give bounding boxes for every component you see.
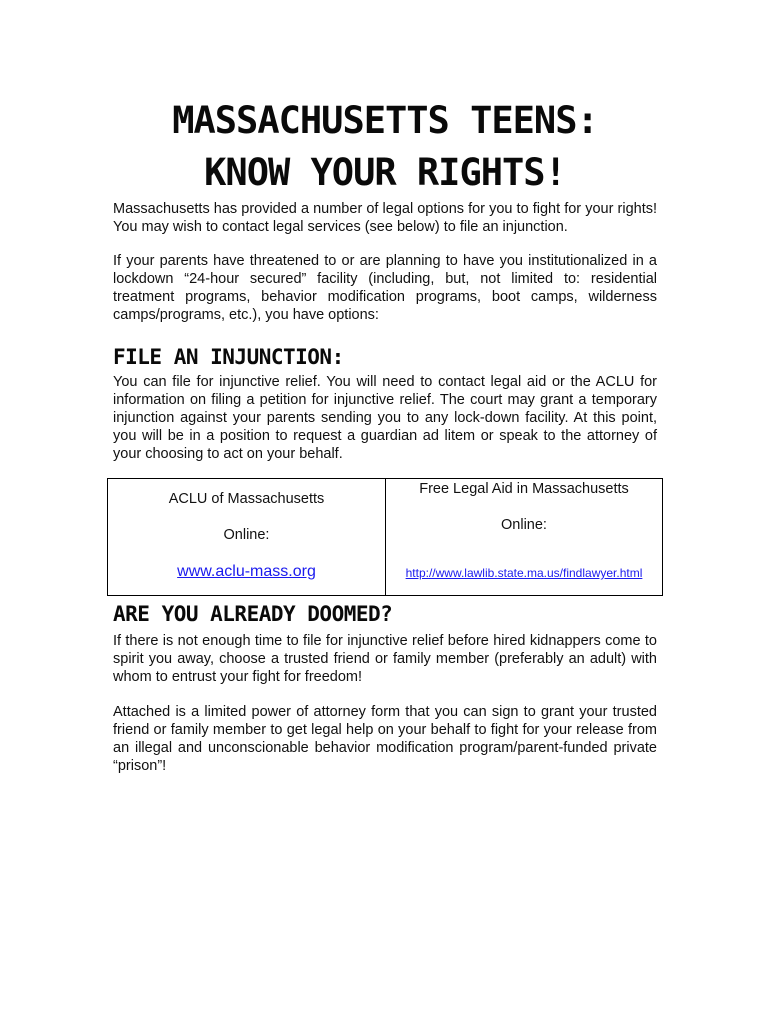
intro-paragraph-1: Massachusetts has provided a number of legal options for you to fight for your rights! You may wish to contact legal services (see below) to file an injunction. bbox=[113, 201, 657, 235]
aclu-online-label: Online: bbox=[223, 527, 270, 543]
aclu-website-link[interactable]: www.aclu-mass.org bbox=[177, 563, 316, 580]
legal-aid-website-link[interactable]: http://www.lawlib.state.ma.us/findlawyer.html bbox=[405, 566, 643, 580]
contacts-table bbox=[107, 478, 663, 596]
legal-aid-name: Free Legal Aid in Massachusetts bbox=[419, 481, 629, 497]
legal-aid-online-label: Online: bbox=[501, 517, 547, 533]
injunction-paragraph: You can file for injunctive relief. You will need to contact legal aid or the ACLU for information on filing a petition for injunctive relief. The court may grant a temporary injunction against your parents sending you to any lock-down facility. At this point, you will be in a position to request a guardian ad litem or speak to the attorney of your choosing to act on your behalf. bbox=[113, 374, 657, 462]
title-line-1: MASSACHUSETTS TEENS: bbox=[172, 99, 598, 142]
intro-paragraph-2: If your parents have threatened to or are planning to have you institutionalized in a lockdown “24-hour secured” facility (including, but, not limited to: residential treatment programs, behavior modification programs, boot camps, wilderness camps/programs, etc.), you have options: bbox=[113, 253, 657, 323]
doomed-paragraph-1: If there is not enough time to file for injunctive relief before hired kidnappers come to spirit you away, choose a trusted friend or family member (preferably an adult) with whom to entrust your fight for freedom! bbox=[113, 633, 657, 685]
injunction-heading: FILE AN INJUNCTION: bbox=[113, 345, 344, 369]
aclu-name: ACLU of Massachusetts bbox=[168, 491, 325, 507]
aclu-contact-cell bbox=[108, 479, 386, 595]
doomed-heading: ARE YOU ALREADY DOOMED? bbox=[113, 602, 393, 626]
title-line-2: KNOW YOUR RIGHTS! bbox=[204, 151, 566, 194]
legal-aid-contact-cell bbox=[386, 479, 662, 595]
doomed-paragraph-2: Attached is a limited power of attorney form that you can sign to grant your trusted friend or family member to get legal help on your behalf to fight for your release from an illegal and unconscionable behavior modification program/parent-funded private “prison”! bbox=[113, 704, 657, 774]
